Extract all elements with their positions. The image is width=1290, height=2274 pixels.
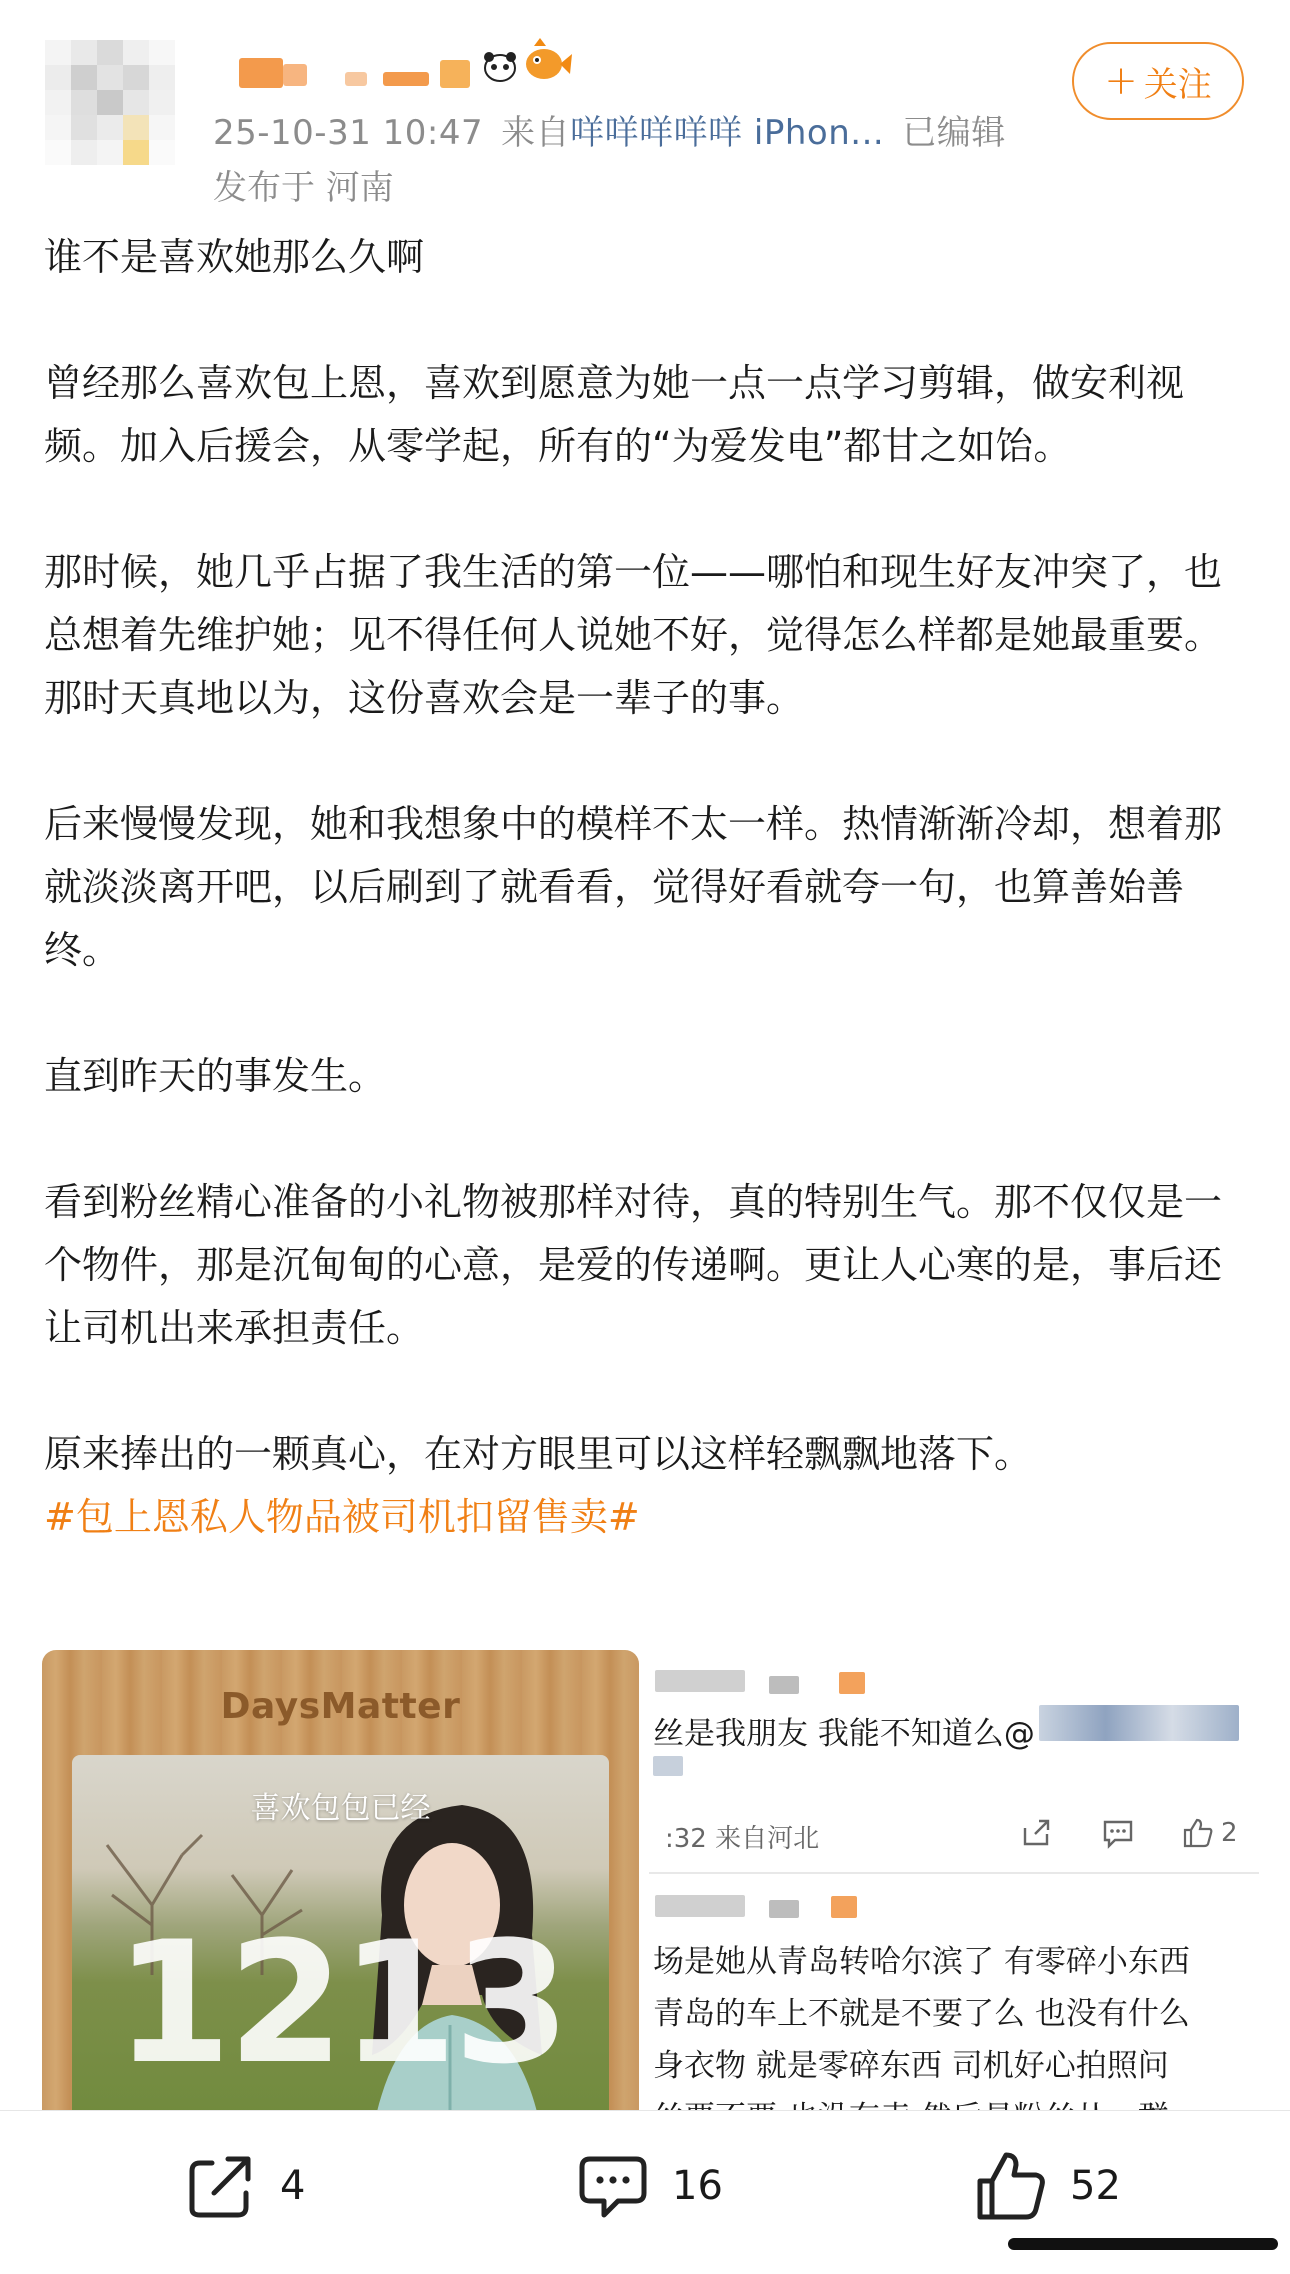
post-meta (213, 105, 1006, 154)
comment-line: 场是她从青岛转哈尔滨了 有零碎小东西 (653, 1944, 1190, 1980)
comment-button[interactable] (574, 2141, 723, 2231)
like-button[interactable] (972, 2141, 1121, 2231)
comment-time: :32 (665, 1824, 707, 1854)
blurred-username (769, 1676, 799, 1694)
comment-from: 来自河北 (715, 1824, 820, 1854)
paragraph: 曾经那么喜欢包上恩，喜欢到愿意为她一点一点学习剪辑，做安利视频。加入后援会，从零学起，所有的“为爱发电”都甘之如饴。 (44, 361, 1185, 468)
daysmatter-caption: 喜欢包包已经 (250, 1791, 431, 1826)
share-count: 4 (280, 2163, 306, 2209)
home-indicator (1008, 2238, 1278, 2250)
edited-label[interactable]: 已编辑 (902, 113, 1006, 153)
blurred-badge (839, 1672, 865, 1694)
post-body (44, 226, 1244, 1549)
paragraph: 直到昨天的事发生。 (44, 1054, 387, 1098)
source-link[interactable]: 咩咩咩咩咩 iPhon... (570, 113, 885, 153)
paragraph: 谁不是喜欢她那么久啊 (44, 235, 425, 279)
paragraph: 看到粉丝精心准备的小礼物被那样对待，真的特别生气。那不仅仅是一个物件，那是沉甸甸的心意，是爱的传递啊。更让人心寒的是，事后还让司机出来承担责任。 (44, 1180, 1223, 1350)
comment-line: 身衣物 就是零碎东西 司机好心拍照问 (653, 2048, 1169, 2084)
paragraph: 后来慢慢发现，她和我想象中的模样不太一样。热情渐渐冷却，想着那就淡淡离开吧，以后刷到了就看看，觉得好看就夸一句，也算善始善终。 (44, 802, 1223, 972)
timestamp: 25-10-31 10:47 (213, 113, 484, 153)
blurred-username (769, 1900, 799, 1918)
like-icon (1181, 1816, 1215, 1850)
comment-count: 16 (672, 2163, 723, 2209)
post-location: 发布于 河南 (213, 168, 394, 208)
comment-line: 青岛的车上不就是不要了么 也没有什么 (653, 1996, 1190, 2032)
avatar[interactable] (45, 40, 175, 165)
blurred-username (655, 1670, 745, 1692)
share-icon (1019, 1816, 1053, 1850)
blurred-mention (1039, 1705, 1239, 1741)
follow-label: 关注 (1143, 64, 1212, 105)
comment-icon (574, 2147, 652, 2225)
post-image-comments[interactable] (649, 1650, 1259, 2110)
blurred-username (655, 1895, 745, 1917)
comment-icon (1101, 1816, 1135, 1850)
follow-button[interactable] (1072, 42, 1244, 120)
thumbs-up-icon (972, 2147, 1050, 2225)
daysmatter-title: DaysMatter (220, 1686, 461, 1727)
panda-badge-icon (480, 48, 520, 84)
fish-badge-icon (520, 38, 572, 84)
comment-text: 丝是我朋友 我能不知道么@ (653, 1716, 1035, 1752)
paragraph: 那时候，她几乎占据了我生活的第一位——哪怕和现生好友冲突了，也总想着先维护她；见不得任何人说她不好，觉得怎么样都是她最重要。那时天真地以为，这份喜欢会是一辈子的事。 (44, 550, 1223, 720)
share-button[interactable] (182, 2141, 305, 2231)
paragraph (44, 1423, 1244, 1549)
final-line: 原来捧出的一颗真心，在对方眼里可以这样轻飘飘地落下。 (44, 1432, 1033, 1476)
plus-icon: + (1104, 58, 1138, 104)
post-image-daysmatter[interactable] (42, 1650, 639, 2110)
blurred-badge (831, 1896, 857, 1918)
source-prefix: 来自 (501, 113, 571, 153)
blurred-mention (653, 1756, 683, 1776)
share-icon (182, 2147, 260, 2225)
days-count: 1213 (114, 1905, 567, 2101)
comment-like-partial: 2 (1221, 1818, 1238, 1848)
daysmatter-card (72, 1755, 609, 2135)
hashtag-link[interactable]: #包上恩私人物品被司机扣留售卖# (44, 1495, 640, 1539)
like-count: 52 (1070, 2163, 1121, 2209)
comment-divider (649, 1872, 1259, 1874)
